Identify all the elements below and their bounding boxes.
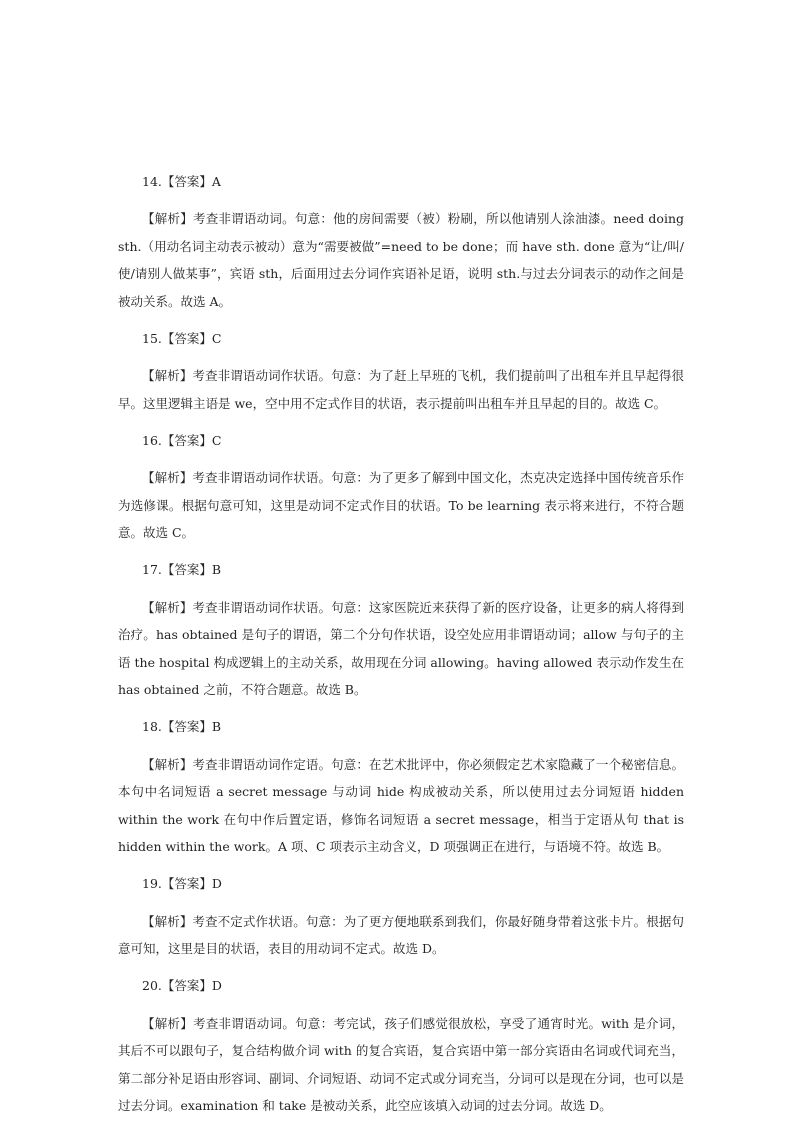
answer-line: 17.【答案】B (142, 562, 222, 577)
question-18 (118, 716, 684, 861)
answer-line: 16.【答案】C (142, 432, 222, 448)
answer-key-content (118, 158, 684, 1126)
analysis-paragraph: 【解析】考查非谓语动词作定语。句意：在艺术批评中，你必须假定艺术家隐藏了一个秘密信息。本句中名词短语 a secret message 与动词 hide 构成被动关系，所以使用过去分词短语 hidden within the work 在句中作后置定语，修饰名词短语 a secret message，相当于定语从句 that is hidden within the work。A 项、C 项表示主动含义，D 项强调正在进行，与语境不符。故选 B。 (118, 756, 684, 854)
answer-line: 18.【答案】B (142, 719, 222, 734)
analysis-paragraph: 【解析】考查非谓语动词。句意：他的房间需要（被）粉刷，所以他请别人涂油漆。need doing sth.（用动名词主动表示被动）意为“需要被做”=need to be done；而 have sth. done 意为“让/叫/使/请别人做某事”，宾语 sth，后面用过去分词作宾语补足语，说明 sth.与过去分词表示的动作之间是被动关系。故选 A。 (118, 211, 684, 309)
analysis-paragraph: 【解析】考查非谓语动词作状语。句意：这家医院近来获得了新的医疗设备，让更多的病人将得到治疗。has obtained 是句子的谓语，第二个分句作状语，设空处应用非谓语动词；allow 与句子的主语 the hospital 构成逻辑上的主动关系，故用现在分词 allowing。having allowed 表示动作发生在 has obtained 之前，不符合题意。故选 B。 (118, 599, 684, 697)
answer-line: 20.【答案】D (142, 978, 222, 993)
question-17 (118, 559, 684, 704)
question-15 (118, 328, 684, 418)
question-19 (118, 873, 684, 963)
question-14 (118, 171, 684, 316)
question-16 (118, 430, 684, 547)
analysis-paragraph: 【解析】考查非谓语动词作状语。句意：为了赶上早班的飞机，我们提前叫了出租车并且早起得很早。这里逻辑主语是 we，空中用不定式作目的状语，表示提前叫出租车并且早起的目的。故选 C。 (118, 368, 684, 411)
analysis-paragraph: 【解析】考查不定式作状语。句意：为了更方便地联系到我们，你最好随身带着这张卡片。根据句意可知，这里是目的状语，表目的用动词不定式。故选 D。 (118, 913, 684, 956)
analysis-paragraph: 【解析】考查非谓语动词。句意：考完试，孩子们感觉很放松，享受了通宵时光。with 是介词，其后不可以跟句子，复合结构做介词 with 的复合宾语，复合宾语中第一部分宾语由名词或代词充当，第二部分补足语由形容词、副词、介词短语、动词不定式或分词充当，分词可以是现在分词，也可以是过去分词。examination 和 take 是被动关系，此空应该填入动词的过去分词。故选 D。 (118, 1015, 684, 1113)
analysis-paragraph: 【解析】考查非谓语动词作状语。句意：为了更多了解到中国文化，杰克决定选择中国传统音乐作为选修课。根据句意可知，这里是动词不定式作目的状语。To be learning 表示将来进行，不符合题意。故选 C。 (118, 470, 684, 540)
answer-line: 15.【答案】C (142, 330, 222, 346)
question-20 (118, 975, 684, 1120)
answer-line: 14.【答案】A (142, 173, 221, 189)
answer-line: 19.【答案】D (142, 876, 222, 891)
